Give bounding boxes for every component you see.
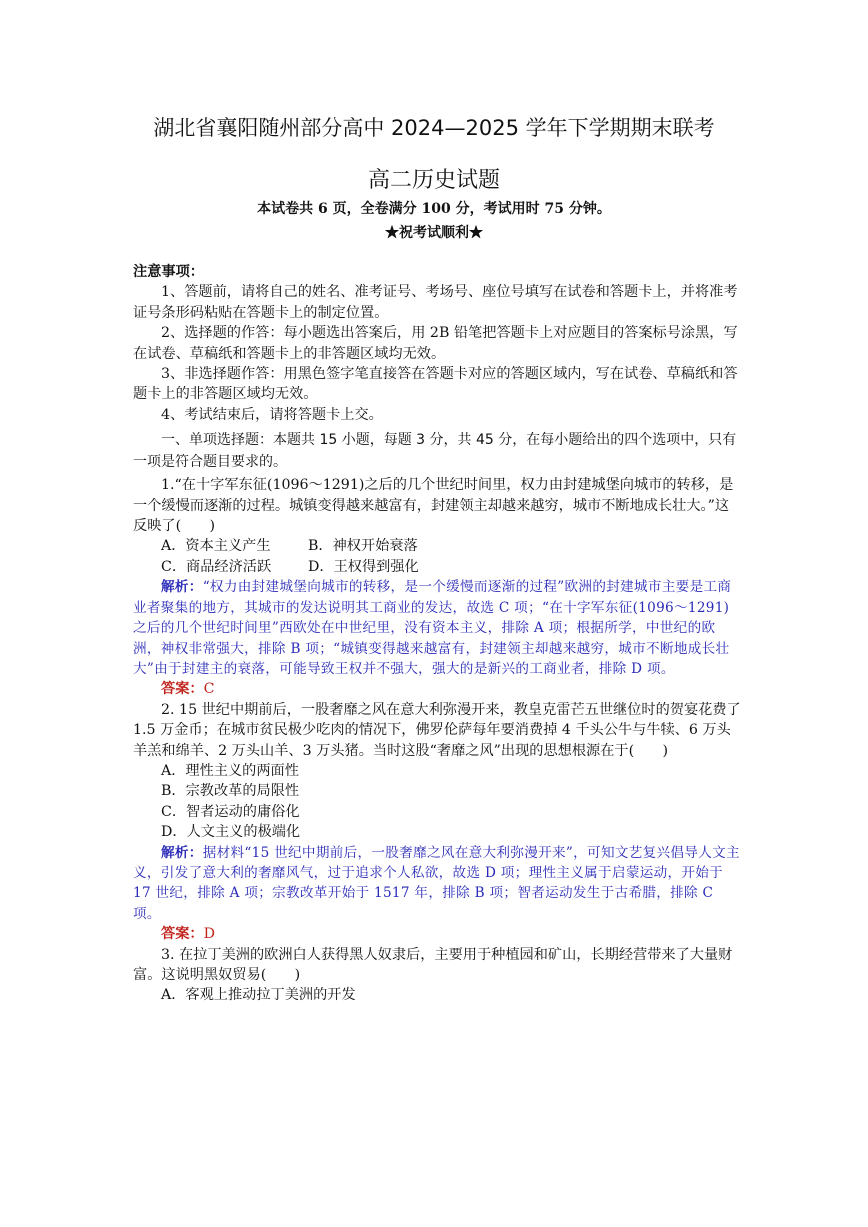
question-stem: 3. 在拉丁美洲的欧洲白人获得黑人奴隶后，主要用于种植园和矿山，长期经营带来了大量财富。这说明黑奴贸易( ) [133, 946, 733, 983]
answer [133, 679, 741, 699]
option: B．宗教改革的局限性 [161, 783, 300, 800]
option: C．商品经济活跃 [161, 558, 272, 575]
option: D．王权得到强化 [308, 558, 419, 575]
question-stem: 2. 15 世纪中期前后，一股奢靡之风在意大利弥漫开来，教皇克雷芒五世继位时的贺宴花费了 1.5 万金币；在城市贫民极少吃肉的情况下，佛罗伦萨每年要消费掉 4 千头公牛与牛犊、6 万头羊羔和绵羊、2 万头山羊、3 万头猪。当时这股“奢靡之风”出现的思想根源在于( ) [133, 701, 741, 759]
option: B．神权开始衰落 [308, 538, 418, 555]
question-stem: 1.“在十字军东征(1096～1291)之后的几个世纪时间里，权力由封建城堡向城市的转移，是一个缓慢而逐渐的过程。城镇变得越来越富有，封建领主却越来越穷，城市不断地成长壮大。”这反映了( ) [133, 477, 734, 535]
answer-label: 答案： [161, 681, 204, 698]
exam-blessing: ★祝考试顺利★ [385, 225, 483, 241]
analysis [133, 843, 741, 925]
analysis-label: 解析： [161, 844, 203, 861]
analysis-text: 据材料“15 世纪中期前后，一股奢靡之风在意大利弥漫开来”，可知文艺复兴倡导人文主义，引发了意大利的奢靡风气，过于追求个人私欲，故选 D 项；理性主义属于启蒙运动，开始于 17 世纪，排除 A 项；宗教改革开始于 1517 年，排除 B 项；智者运动发生于古希腊，排除 C 项。 [133, 844, 740, 922]
notice-item: 3、非选择题作答：用黑色签字笔直接答在答题卡对应的答题区域内，写在试卷、草稿纸和答题卡上的非答题区域均无效。 [133, 366, 738, 403]
notice-item: 1、答题前，请将自己的姓名、准考证号、考场号、座位号填写在试卷和答题卡上，并将准考证号条形码粘贴在答题卡上的制定位置。 [133, 284, 738, 321]
analysis-text: “权力由封建城堡向城市的转移，是一个缓慢而逐渐的过程”欧洲的封建城市主要是工商业者聚集的地方，其城市的发达说明其工商业的发达，故选 C 项；“在十字军东征(1096～1291)之后的几个世纪时间里”西欧处在中世纪里，没有资本主义，排除 A 项；根据所学，中世纪的欧洲，神权非常强大，排除 B 项；“城镇变得越来越富有，封建领主却越来越穷，城市不断地成长壮大”由于封建主的衰落，可能导致王权并不强大，强大的是新兴的工商业者，排除 D 项。 [133, 579, 732, 677]
answer-value: C [203, 681, 215, 698]
section-heading: 一、单项选择题：本题共 15 小题，每题 3 分，共 45 分，在每小题给出的四个选项中，只有一项是符合题目要求的。 [133, 432, 737, 471]
option-row [133, 536, 741, 556]
notice-item: 4、考试结束后，请将答题卡上交。 [161, 406, 383, 423]
exam-info: 本试卷共 6 页，全卷满分 100 分，考试用时 75 分钟。 [257, 201, 611, 217]
option: C．智者运动的庸俗化 [161, 803, 300, 820]
option-row [133, 557, 741, 577]
notice-item: 2、选择题的作答：每小题选出答案后，用 2B 铅笔把答题卡上对应题目的答案标号涂黑，写在试卷、草稿纸和答题卡上的非答题区域均无效。 [133, 325, 738, 362]
exam-content [133, 262, 741, 1006]
analysis [133, 577, 741, 679]
answer-value: D [203, 926, 215, 943]
option: A．资本主义产生 [161, 538, 271, 555]
analysis-label: 解析： [161, 579, 203, 596]
exam-title: 湖北省襄阳随州部分高中 2024—2025 学年下学期期末联考 [153, 116, 715, 140]
option: D．人文主义的极端化 [161, 824, 301, 841]
option: A．理性主义的两面性 [161, 762, 299, 779]
exam-subtitle: 高二历史试题 [367, 168, 500, 193]
answer-label: 答案： [161, 926, 204, 943]
notice-heading: 注意事项： [133, 264, 204, 280]
answer [133, 924, 741, 944]
option: A．客观上推动拉丁美洲的开发 [161, 987, 356, 1004]
